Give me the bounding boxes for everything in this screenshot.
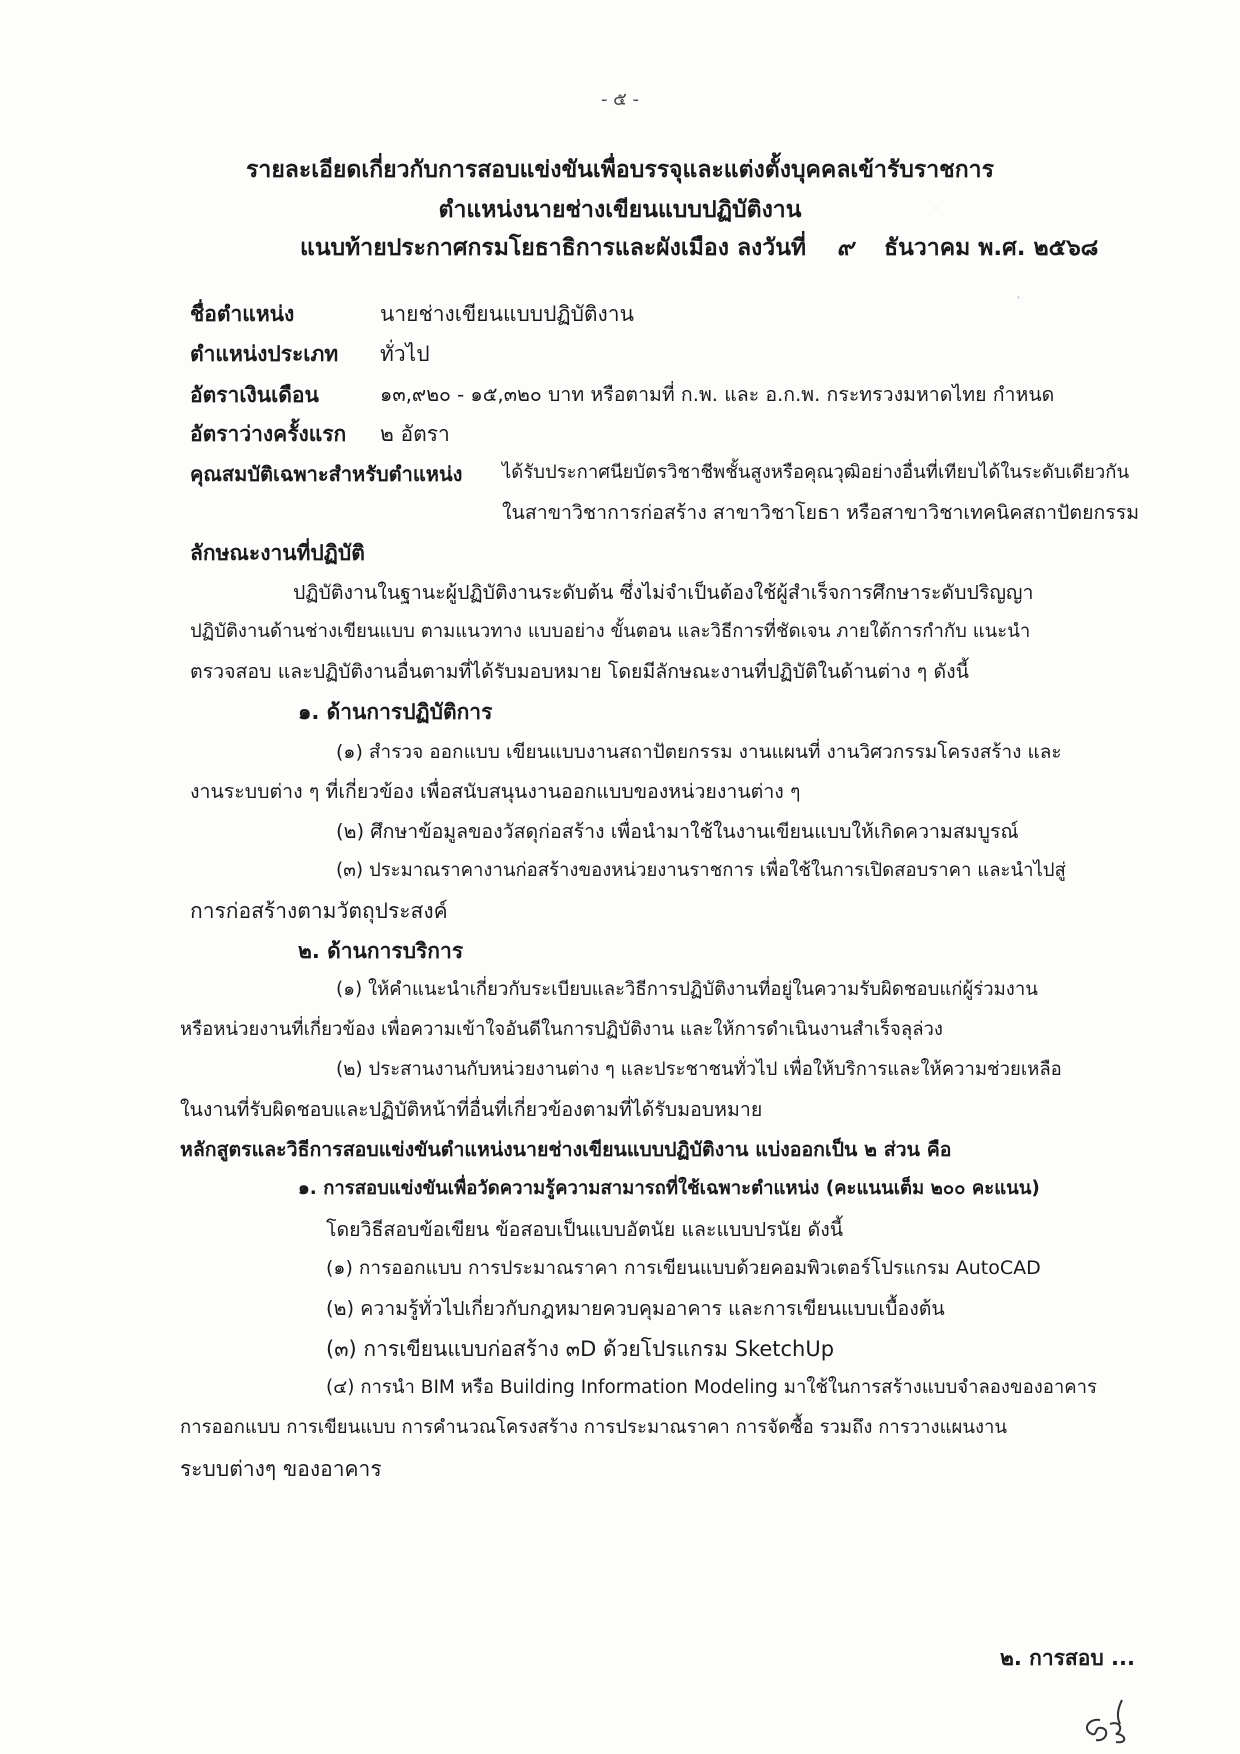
section-1-title: ๑. ด้านการปฏิบัติการ (298, 700, 493, 724)
exam-item-2: (๒) ความรู้ทั่วไปเกี่ยวกับกฎหมายควบคุมอาคาร และการเขียนแบบเบื้องต้น (326, 1297, 945, 1320)
exam-item-1: (๑) การออกแบบ การประมาณราคา การเขียนแบบด้วยคอมพิวเตอร์โปรแกรม AutoCAD (326, 1257, 1041, 1279)
exam-heading: หลักสูตรและวิธีการสอบแข่งขันตำแหน่งนายช่างเขียนแบบปฏิบัติงาน แบ่งออกเป็น ๒ ส่วน คือ (180, 1138, 952, 1161)
scan-speck (935, 207, 937, 209)
field-value-position-type: ทั่วไป (380, 342, 430, 366)
scan-speck (1017, 296, 1020, 299)
section-2-item-1-cont: หรือหน่วยงานที่เกี่ยวข้อง เพื่อความเข้าใจอันดีในการปฏิบัติงาน และให้การดำเนินงานสำเร็จลุล่วง (180, 1019, 943, 1040)
field-value-position-name: นายช่างเขียนแบบปฏิบัติงาน (380, 302, 634, 326)
title-line-2: ตำแหน่งนายช่างเขียนแบบปฏิบัติงาน (438, 197, 802, 223)
section-1-item-1: (๑) สำรวจ ออกแบบ เขียนแบบงานสถาปัตยกรรม งานแผนที่ งานวิศวกรรมโครงสร้าง และ (336, 741, 1062, 763)
page-number: - ๕ - (600, 89, 640, 110)
field-label-salary: อัตราเงินเดือน (190, 383, 319, 407)
duties-intro-line-1: ปฏิบัติงานในฐานะผู้ปฏิบัติงานระดับต้น ซึ่งไม่จำเป็นต้องใช้ผู้สำเร็จการศึกษาระดับปริญญา (293, 581, 1034, 604)
field-label-qualification: คุณสมบัติเฉพาะสำหรับตำแหน่ง (190, 462, 463, 486)
exam-item-3: (๓) การเขียนแบบก่อสร้าง ๓D ด้วยโปรแกรม SketchUp (326, 1337, 835, 1361)
section-1-item-3: (๓) ประมาณราคางานก่อสร้างของหน่วยงานราชการ เพื่อใช้ในการเปิดสอบราคา และนำไปสู่ (336, 860, 1066, 881)
title-line-3-left: แนบท้ายประกาศกรมโยธาธิการและผังเมือง ลงวันที่ (300, 235, 807, 261)
exam-item-4-cont-2: ระบบต่างๆ ของอาคาร (180, 1457, 382, 1481)
title-line-1: รายละเอียดเกี่ยวกับการสอบแข่งขันเพื่อบรรจุและแต่งตั้งบุคคลเข้ารับราชการ (246, 157, 994, 183)
duties-intro-line-3: ตรวจสอบ และปฏิบัติงานอื่นตามที่ได้รับมอบหมาย โดยมีลักษณะงานที่ปฏิบัติในด้านต่าง ๆ ดังนี้ (190, 660, 969, 683)
exam-part-1-title: ๑. การสอบแข่งขันเพื่อวัดความรู้ความสามารถที่ใช้เฉพาะตำแหน่ง (คะแนนเต็ม ๒๐๐ คะแนน) (298, 1178, 1040, 1199)
section-2-item-1: (๑) ให้คำแนะนำเกี่ยวกับระเบียบและวิธีการปฏิบัติงานที่อยู่ในความรับผิดชอบแก่ผู้ร่วมงาน (336, 979, 1038, 1000)
duties-intro-line-2: ปฏิบัติงานด้านช่างเขียนแบบ ตามแนวทาง แบบอย่าง ขั้นตอน และวิธีการที่ชัดเจน ภายใต้การกำกับ แนะนำ (190, 621, 1031, 642)
field-value-vacancies: ๒ อัตรา (380, 422, 450, 446)
exam-part-1-method: โดยวิธีสอบข้อเขียน ข้อสอบเป็นแบบอัตนัย และแบบปรนัย ดังนี้ (326, 1218, 844, 1241)
exam-item-4: (๔) การนำ BIM หรือ Building Information Modeling มาใช้ในการสร้างแบบจำลองของอาคาร (326, 1377, 1097, 1398)
field-label-position-name: ชื่อตำแหน่ง (190, 302, 295, 326)
field-value-salary: ๑๓,๙๒๐ - ๑๕,๓๒๐ บาท หรือตามที่ ก.พ. และ อ.ก.พ. กระทรวงมหาดไทย กำหนด (380, 383, 1055, 406)
section-1-item-3-cont: การก่อสร้างตามวัตถุประสงค์ (190, 899, 448, 923)
duties-heading: ลักษณะงานที่ปฏิบัติ (190, 541, 365, 565)
handwritten-initials (1070, 1690, 1150, 1746)
continuation-note: ๒. การสอบ ... (1000, 1646, 1135, 1670)
exam-item-4-cont-1: การออกแบบ การเขียนแบบ การคำนวณโครงสร้าง การประมาณราคา การจัดซื้อ รวมถึง การวางแผนงาน (180, 1417, 1008, 1438)
title-line-3-right: ธันวาคม พ.ศ. ๒๕๖๘ (884, 235, 1099, 261)
handwritten-day: ๙ (836, 234, 854, 261)
section-1-item-2: (๒) ศึกษาข้อมูลของวัสดุก่อสร้าง เพื่อนำมาใช้ในงานเขียนแบบให้เกิดความสมบูรณ์ (336, 820, 1019, 843)
section-1-item-1-cont: งานระบบต่าง ๆ ที่เกี่ยวข้อง เพื่อสนับสนุนงานออกแบบของหน่วยงานต่าง ๆ (190, 780, 801, 803)
field-label-position-type: ตำแหน่งประเภท (190, 342, 339, 366)
section-2-title: ๒. ด้านการบริการ (298, 939, 464, 963)
field-value-qualification: ได้รับประกาศนียบัตรวิชาชีพชั้นสูงหรือคุณวุฒิอย่างอื่นที่เทียบได้ในระดับเดียวกัน (502, 462, 1130, 483)
section-2-item-2-cont: ในงานที่รับผิดชอบและปฏิบัติหน้าที่อื่นที่เกี่ยวข้องตามที่ได้รับมอบหมาย (180, 1098, 763, 1121)
field-value-qualification-line-2: ในสาขาวิชาการก่อสร้าง สาขาวิชาโยธา หรือสาขาวิชาเทคนิคสถาปัตยกรรม (502, 501, 1140, 524)
field-label-vacancies: อัตราว่างครั้งแรก (190, 422, 347, 446)
section-2-item-2: (๒) ประสานงานกับหน่วยงานต่าง ๆ และประชาชนทั่วไป เพื่อให้บริการและให้ความช่วยเหลือ (336, 1059, 1062, 1080)
title-line-3 (300, 230, 1098, 266)
